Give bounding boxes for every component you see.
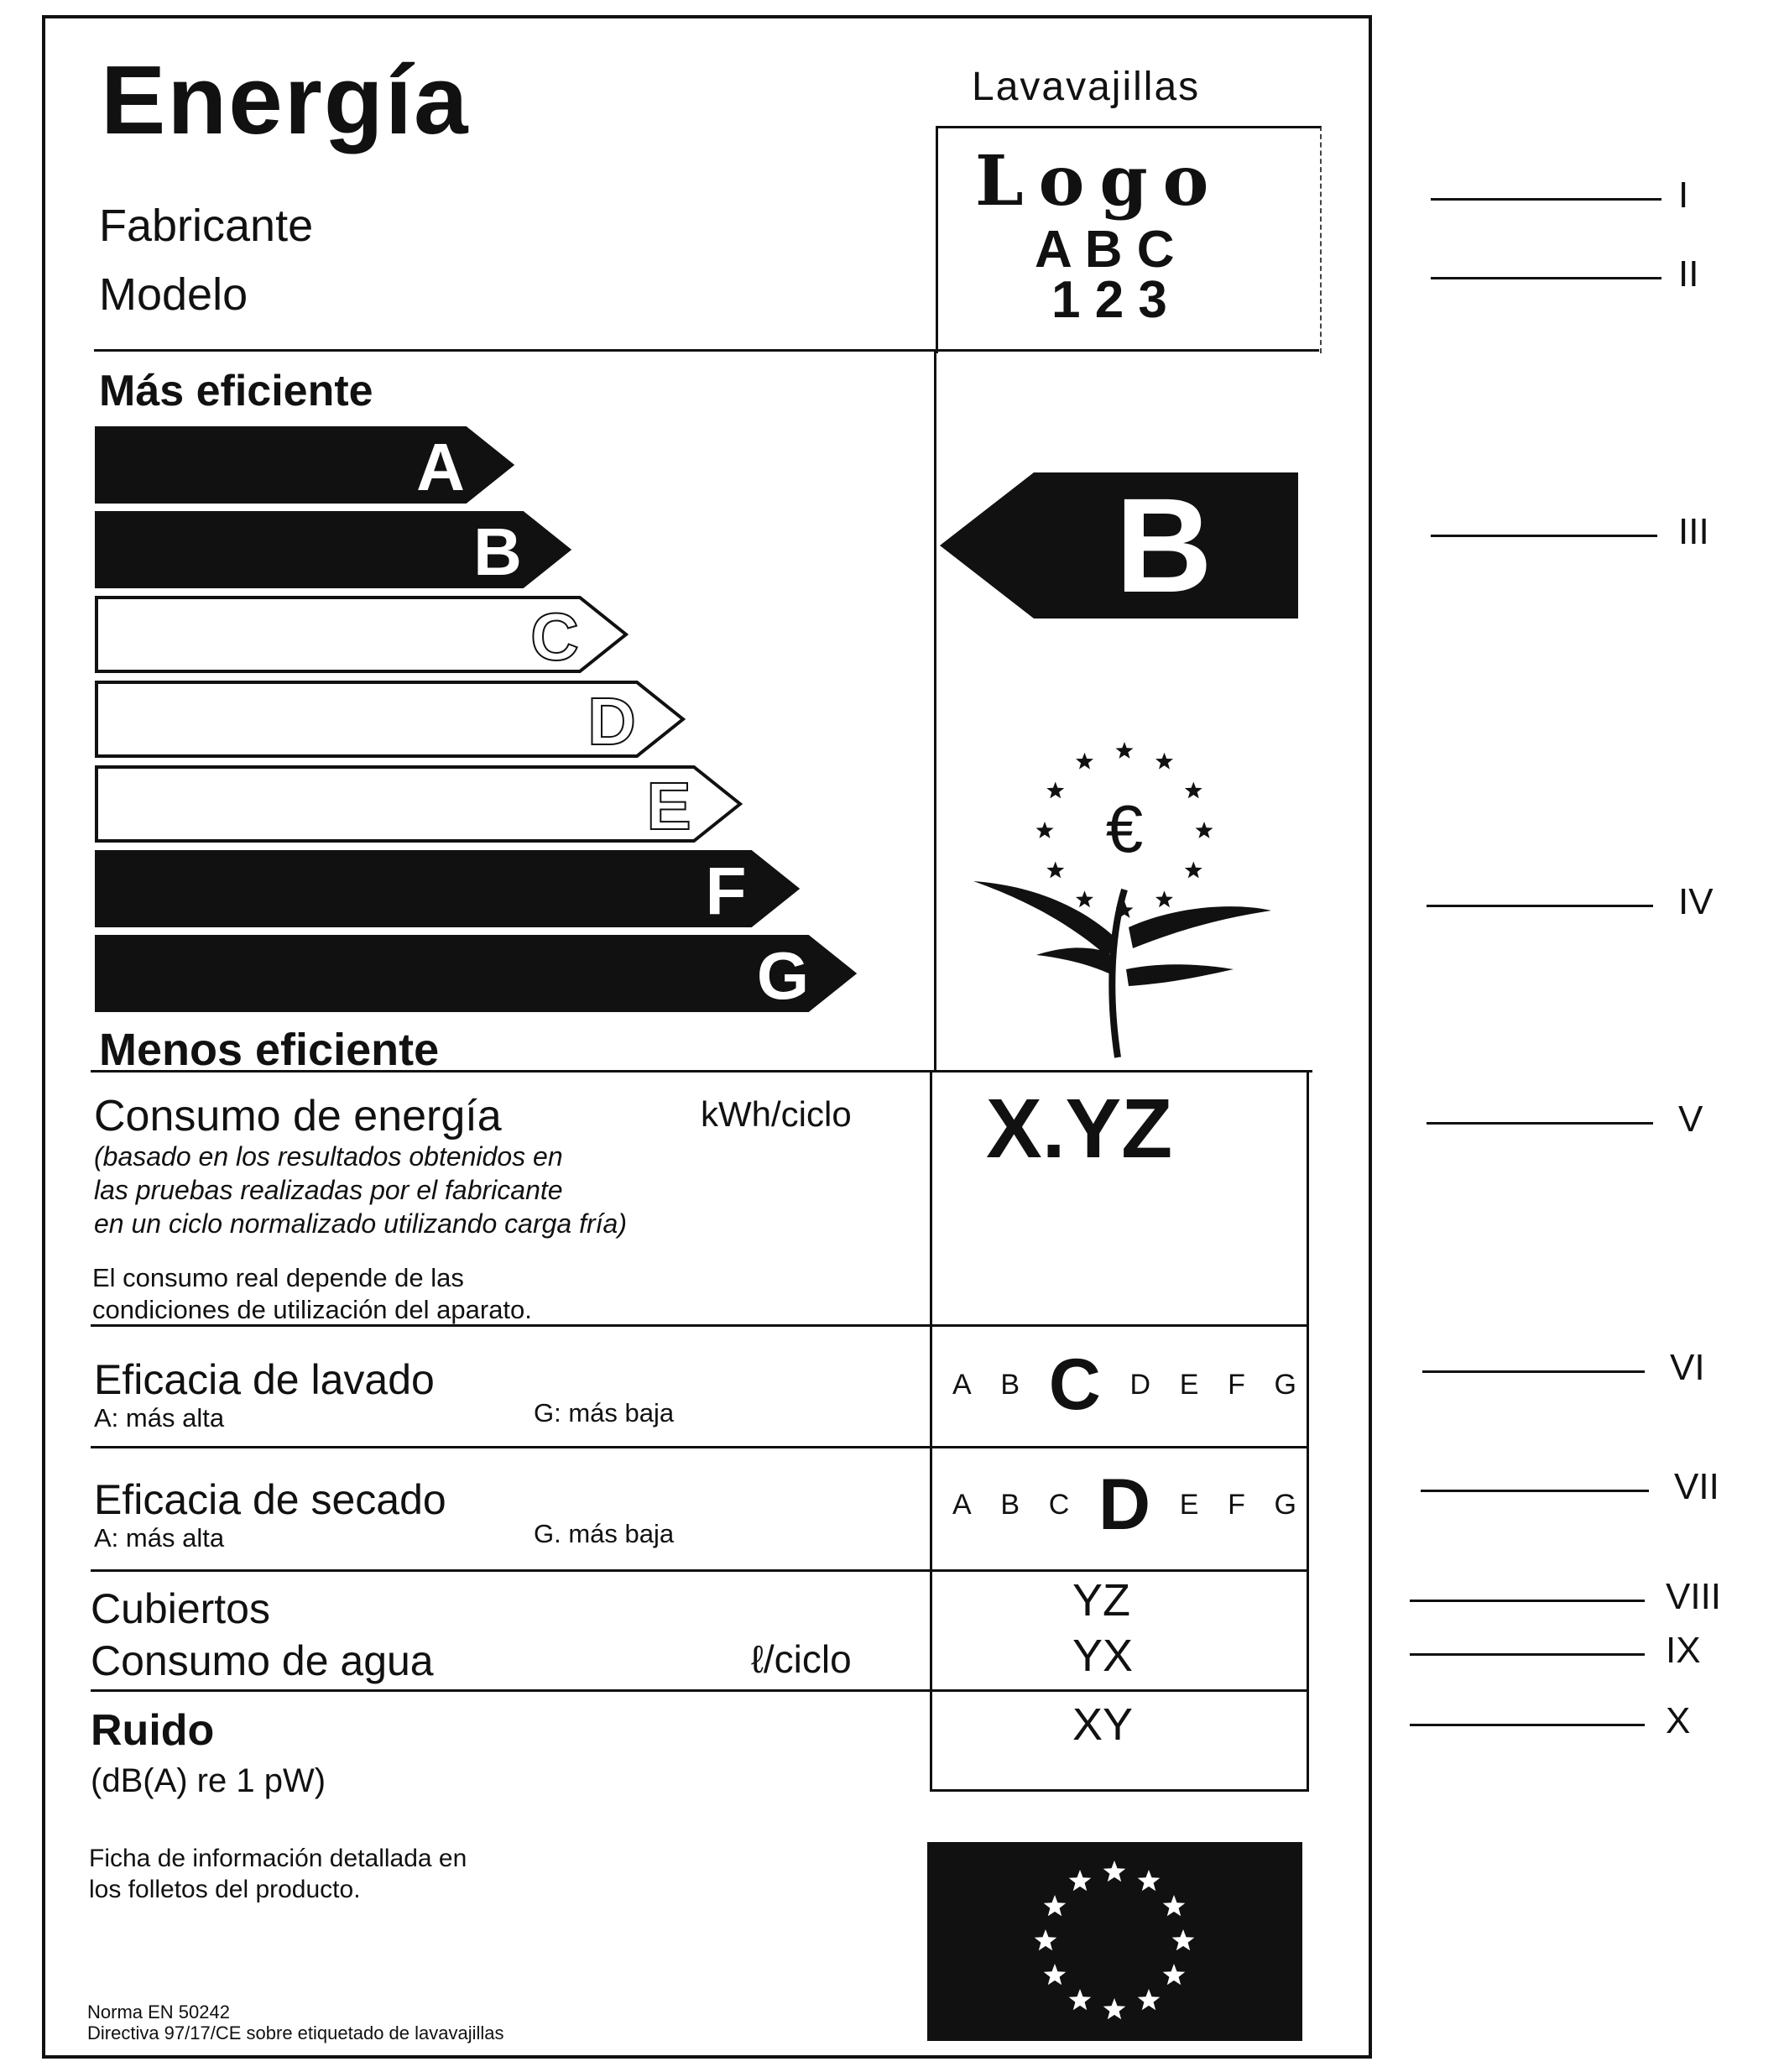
washing-scale-g: G [1274,1369,1296,1401]
callout-line [1410,1600,1645,1602]
rated-class-letter: B [1115,470,1213,620]
water-title: Consumo de agua [91,1637,434,1684]
logo-line-abc: A B C [1035,221,1175,279]
info-line-1: Ficha de información detallada en [89,1845,467,1872]
water-unit: ℓ/ciclo [751,1637,852,1681]
star-icon [1155,890,1173,907]
eu-flag-icon [927,1842,1302,2041]
energy-real-line-1: El consumo real depende de las [92,1263,464,1292]
washing-scale-c: C [1048,1344,1101,1425]
divider-right-edge [1307,1070,1309,1792]
washing-title: Eficacia de lavado [94,1356,435,1403]
energy-unit: kWh/ciclo [701,1094,852,1134]
drying-scale [952,1464,1296,1545]
washing-scale-a: A [952,1369,972,1401]
capacity-value: YZ [1072,1575,1131,1626]
washing-low: G: más baja [534,1398,675,1427]
callout-numeral: VII [1674,1466,1719,1507]
callout-numeral: X [1666,1700,1691,1741]
manufacturer-label: Fabricante [99,201,314,251]
callout-line [1427,1122,1653,1125]
callout-line [1431,277,1661,279]
drying-low: G. más baja [534,1519,675,1548]
divider-washing [91,1446,1309,1448]
water-value: YX [1072,1631,1134,1681]
footer-directive: Directiva 97/17/CE sobre etiquetado de lavavajillas [87,2022,504,2043]
callout-line [1422,1370,1645,1373]
scale-letter-d: D [587,684,636,759]
drying-scale-e: E [1179,1489,1199,1521]
divider-right-column [934,351,936,1070]
scale-letter-b: B [473,514,522,589]
scale-bar-f [97,852,797,926]
star-icon [1046,782,1064,799]
scale-bar-e [97,767,740,841]
scale-letter-e: E [646,769,691,843]
callout-numeral: IV [1678,881,1714,922]
logo-line-123: 1 2 3 [1051,271,1167,329]
appliance-name: Lavavajillas [972,65,1201,109]
scale-letter-a: A [416,430,465,504]
star-icon [1046,862,1064,879]
energy-value: X.YZ [986,1082,1173,1176]
star-icon [1185,862,1202,879]
noise-value: XY [1072,1699,1134,1750]
noise-title: Ruido [91,1706,215,1755]
washing-scale-d: D [1129,1369,1151,1401]
callout-numeral: VIII [1666,1576,1722,1617]
drying-scale-d: D [1098,1464,1151,1545]
washing-scale-e: E [1179,1369,1199,1401]
callout-line [1431,535,1657,537]
drying-scale-f: F [1228,1489,1245,1521]
scale-bottom-label: Menos eficiente [99,1025,440,1075]
callout-numeral: IX [1666,1630,1701,1671]
drying-scale-a: A [952,1489,972,1521]
drying-high: A: más alta [94,1523,225,1553]
energy-note-line-3: en un ciclo normalizado utilizando carga fría) [94,1208,627,1239]
star-icon [1076,753,1093,770]
drying-scale-b: B [1000,1489,1020,1521]
callout-numeral: I [1678,175,1689,216]
svg-text:€: € [1105,791,1144,866]
callout-line [1410,1724,1645,1726]
label-title: Energía [101,45,470,154]
drying-title: Eficacia de secado [94,1476,446,1523]
callout-line [1431,198,1661,201]
callout-line [1421,1490,1649,1492]
callout-line [1427,905,1653,907]
callout-numeral: II [1678,253,1699,295]
rated-class-arrow [933,466,1302,625]
scale-letter-c: C [530,599,579,674]
noise-unit: (dB(A) re 1 pW) [91,1762,326,1799]
star-icon [1076,890,1093,907]
info-line-2: los folletos del producto. [89,1876,361,1903]
callout-numeral: III [1678,511,1709,552]
callout-line [1410,1653,1645,1656]
star-icon [1185,782,1202,799]
model-label: Modelo [99,269,248,320]
star-icon [1116,742,1134,759]
capacity-title: Cubiertos [91,1585,270,1632]
divider-water [91,1689,1309,1692]
divider-right-column-lower [930,1070,932,1792]
scale-top-label: Más eficiente [99,367,373,415]
divider-bottom-box [930,1789,1309,1792]
efficiency-scale [0,0,923,1057]
washing-scale-f: F [1228,1369,1245,1401]
energy-title: Consumo de energía [94,1092,502,1140]
logo-wordmark: Logo [975,141,1224,222]
washing-high: A: más alta [94,1403,225,1433]
washing-scale [952,1344,1296,1425]
energy-note-line-1: (basado en los resultados obtenidos en [94,1141,563,1172]
eu-ecolabel-flower-icon [965,739,1284,1066]
drying-scale-c: C [1048,1489,1070,1521]
star-icon [1155,753,1173,770]
divider-drying [91,1569,1309,1572]
drying-scale-g: G [1274,1489,1296,1521]
energy-note-line-2: las pruebas realizadas por el fabricante [94,1175,563,1205]
footer-standard: Norma EN 50242 [87,2002,230,2022]
star-icon [1036,822,1054,838]
scale-bar-g [97,937,854,1010]
callout-numeral: VI [1670,1347,1705,1388]
energy-real-line-2: condiciones de utilización del aparato. [92,1295,532,1324]
washing-scale-b: B [1000,1369,1020,1401]
star-icon [1196,822,1213,838]
callout-numeral: V [1678,1099,1703,1140]
scale-letter-f: F [705,853,747,928]
scale-letter-g: G [756,938,810,1013]
